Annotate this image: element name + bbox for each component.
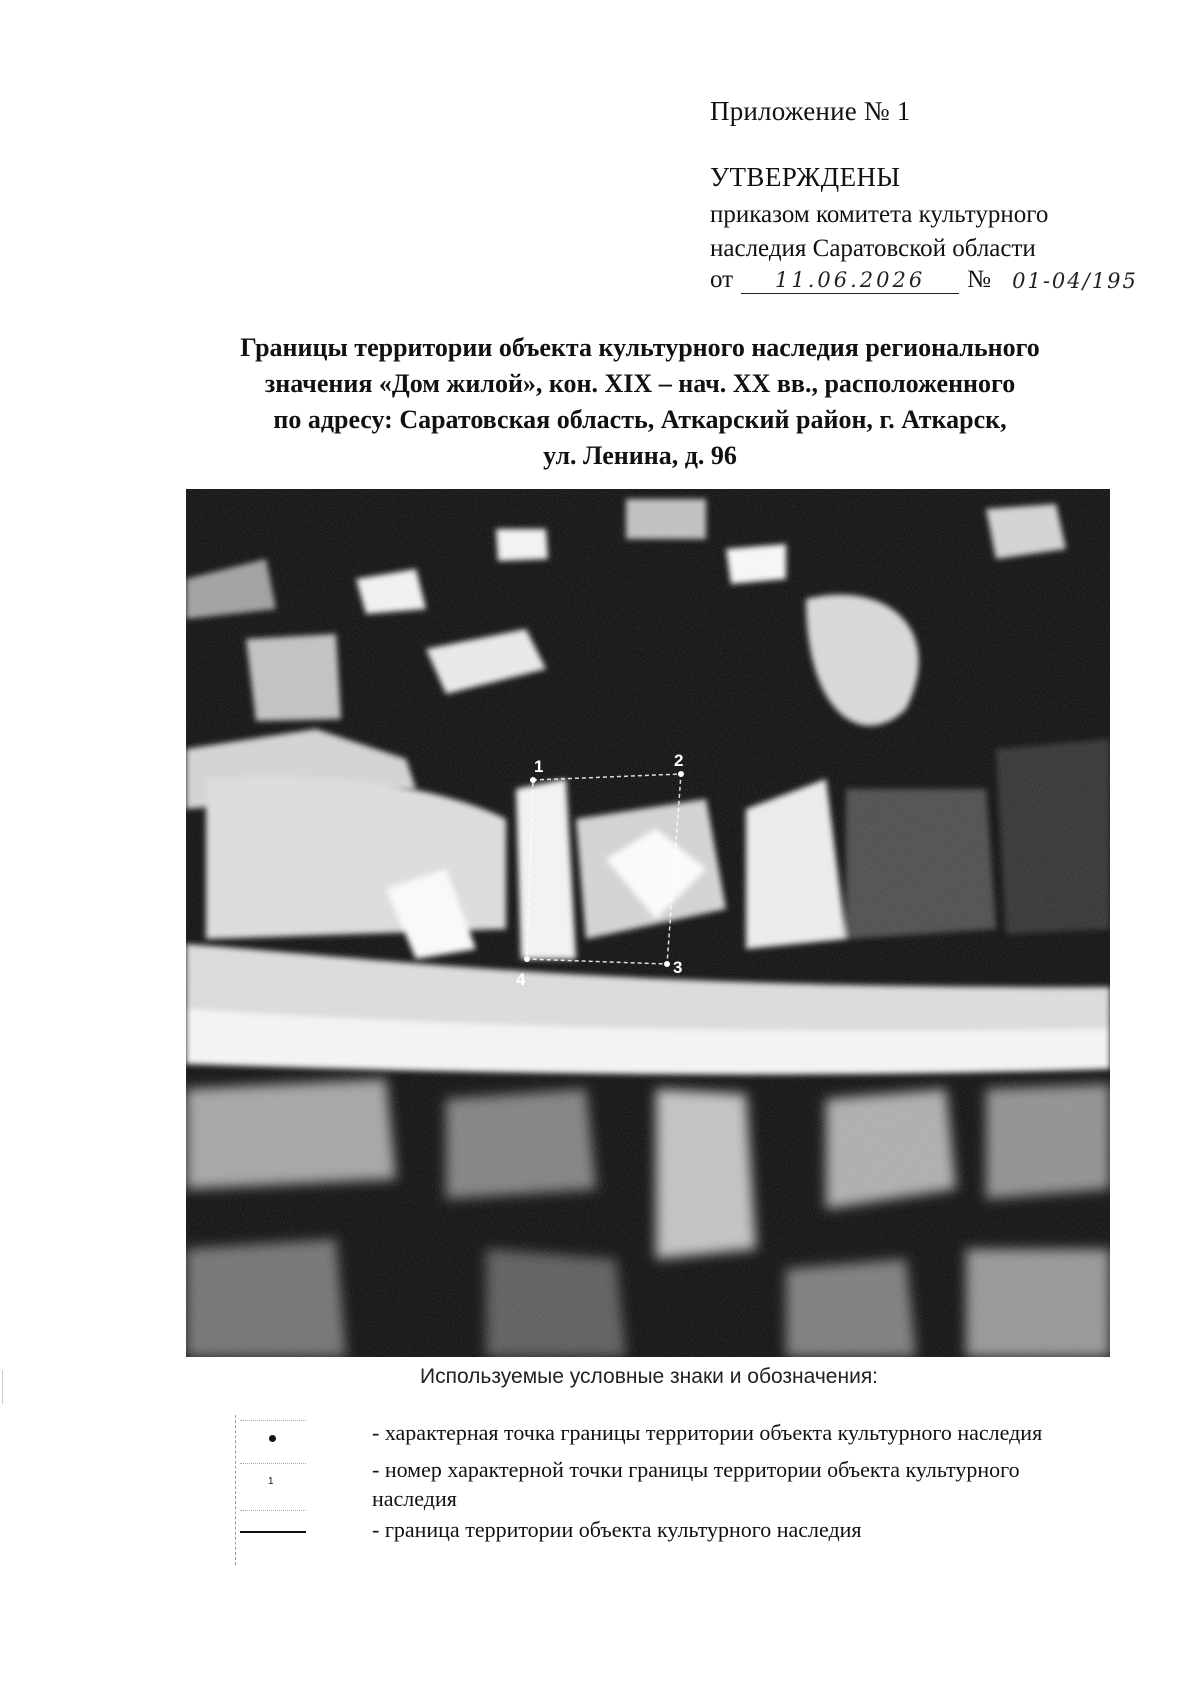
point-label-2: 2 xyxy=(674,751,684,770)
legend-item-number-line-1: - номер характерной точки границы территории объекта культурного xyxy=(372,1457,1020,1482)
approved-label: УТВЕРЖДЕНЫ xyxy=(710,162,901,192)
point-label-1: 1 xyxy=(534,757,544,776)
boundary-line-icon xyxy=(240,1531,306,1533)
title-line-2: значения «Дом жилой», кон. XIX – нач. XX вв., расположенного xyxy=(264,369,1016,398)
order-line-2: наследия Саратовской области xyxy=(710,235,1036,262)
margin-mark xyxy=(2,1370,4,1404)
point-number-icon: 1 xyxy=(268,1476,274,1487)
order-line-1: приказом комитета культурного xyxy=(710,201,1049,228)
legend-item-number-line-2: наследия xyxy=(372,1486,457,1511)
boundary-point-3 xyxy=(664,961,670,967)
point-label-3: 3 xyxy=(673,958,683,977)
document-title xyxy=(170,330,1110,474)
legend-title: Используемые условные знаки и обозначения: xyxy=(420,1365,879,1388)
appendix-label: Приложение № 1 xyxy=(710,96,911,126)
legend-symbol-point xyxy=(240,1420,306,1461)
handwritten-date: 11.06.2026 xyxy=(741,267,959,294)
title-line-4: ул. Ленина, д. 96 xyxy=(543,441,737,470)
legend-item-boundary: - граница территории объекта культурного наследия xyxy=(372,1517,862,1542)
handwritten-number: 01-04/195 xyxy=(1012,269,1138,293)
point-label-4: 4 xyxy=(516,970,526,989)
title-line-3: по адресу: Саратовская область, Аткарский район, г. Аткарск, xyxy=(273,405,1007,434)
order-date-number-line xyxy=(710,266,1155,294)
boundary-point-1 xyxy=(530,777,536,783)
title-line-1: Границы территории объекта культурного наследия регионального xyxy=(240,333,1040,362)
from-label: от xyxy=(710,266,734,293)
legend-item-number xyxy=(372,1455,1137,1513)
number-label: № xyxy=(967,266,991,293)
boundary-point-2 xyxy=(678,771,684,777)
aerial-map-svg xyxy=(186,489,1110,1357)
legend-symbol-boundary xyxy=(240,1510,306,1551)
aerial-map-image xyxy=(186,489,1110,1357)
legend-symbol-number xyxy=(240,1463,306,1504)
boundary-point-4 xyxy=(524,956,530,962)
point-dot-icon xyxy=(269,1435,276,1442)
legend-item-point: - характерная точка границы территории объекта культурного наследия xyxy=(372,1420,1043,1445)
